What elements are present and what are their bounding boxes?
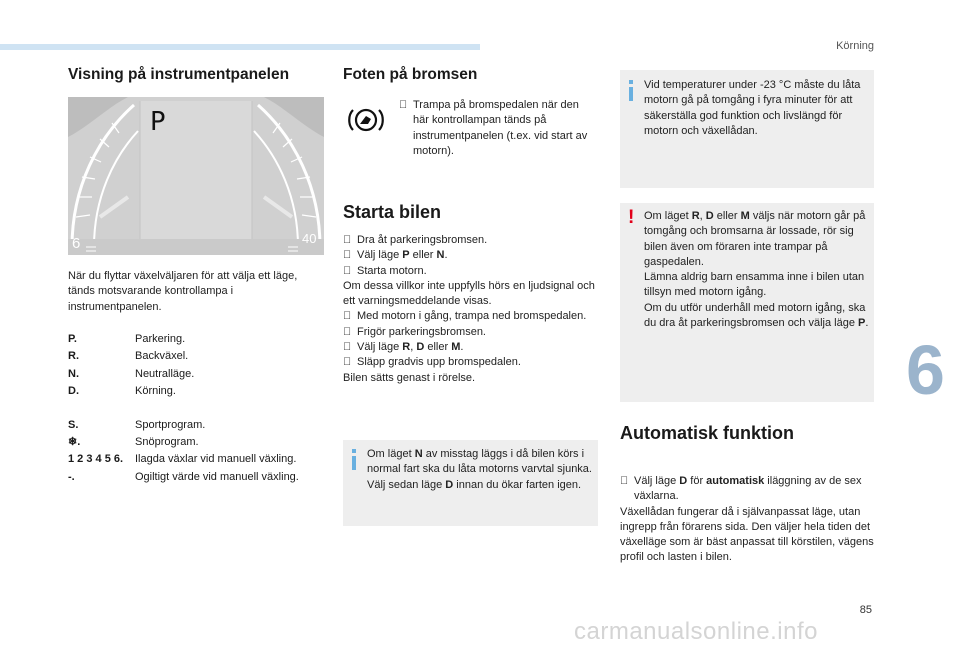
- gear-mode: N: [436, 249, 445, 262]
- warning-line: [644, 209, 870, 270]
- text-part: eller: [409, 249, 437, 262]
- foot-brake-text: Trampa på bromspedalen när den här kontrollampan tänds på instrumentpanelen (t.ex. vid start av motorn).: [413, 99, 588, 157]
- start-step: Med motorn i gång, trampa ned bromspedalen.: [357, 310, 587, 323]
- watermark: carmanualsonline.info: [574, 618, 818, 645]
- legend-value: Ilagda växlar vid manuell växling.: [135, 453, 297, 466]
- info-icon-bar: [629, 87, 633, 101]
- text-part: för: [687, 475, 707, 487]
- gear-mode: D: [705, 210, 714, 222]
- info-box-temperature: [620, 70, 874, 188]
- legend-key: D.: [68, 385, 79, 398]
- warning-text: [644, 209, 870, 331]
- text-part: .: [865, 317, 869, 330]
- legend-row: [68, 434, 324, 451]
- section-title-start-car: Starta bilen: [343, 202, 442, 222]
- section-title-display: Visning på instrumentpanelen: [68, 66, 290, 83]
- start-note: Om dessa villkor inte uppfylls hörs en ljudsignal och ett varningsmeddelande visas.: [343, 279, 595, 308]
- warning-line: Lämna aldrig barn ensamma inne i bilen utan tillsyn med motorn igång.: [644, 271, 865, 299]
- gear-mode: P: [402, 249, 410, 262]
- gear-mode: M: [740, 210, 750, 222]
- dashboard-illustration: [68, 97, 324, 255]
- gear-legend-primary: [68, 331, 324, 401]
- legend-key: P.: [68, 332, 77, 345]
- start-note: Bilen sätts genast i rörelse.: [343, 371, 476, 384]
- text-part: Välj läge: [357, 341, 403, 354]
- info-icon-bar: [352, 456, 356, 470]
- text-part: av misstag läggs i då bilen körs i normal fart ska du låta motorns varvtal sjunka. Välj sedan läge: [367, 448, 592, 491]
- page-number: 85: [859, 604, 872, 616]
- text-part: .: [444, 249, 448, 262]
- right-dial-number: 40: [302, 231, 317, 246]
- section-label: Körning: [836, 40, 874, 52]
- start-step: Släpp gradvis upp bromspedalen.: [357, 356, 521, 369]
- emphasis: automatisk: [706, 475, 765, 487]
- section-title-foot-brake: Foten på bromsen: [343, 66, 478, 83]
- chapter-number: 6: [906, 331, 945, 409]
- text-part: innan du ökar farten igen.: [453, 478, 582, 491]
- info-neutral-text: [367, 447, 593, 493]
- text-part: Välj läge: [357, 249, 403, 262]
- legend-row: [68, 451, 324, 468]
- legend-value: Snöprogram.: [135, 435, 199, 448]
- start-step: [343, 248, 599, 263]
- info-temperature-text: Vid temperaturer under -23 °C måste du låta motorn gå på tomgång i fyra minuter för att säkerställa god funktion och livslängd för motorn och växellådan.: [644, 79, 861, 137]
- legend-key: 1 2 3 4 5 6.: [68, 453, 124, 466]
- column-instrument-display: [68, 66, 324, 486]
- display-intro-text: När du flyttar växelväljaren för att välja ett läge, tänds motsvarande kontrollampa i instrumentpanelen.: [68, 270, 298, 313]
- start-step: Starta motorn.: [357, 264, 427, 277]
- text-part: Om du utför underhåll med motorn igång, ska du dra åt parkeringsbromsen och välja läge: [644, 301, 866, 330]
- legend-row: [68, 331, 324, 348]
- automatic-block: [620, 474, 874, 566]
- left-dial-number: 6: [72, 235, 81, 252]
- header-accent-bar: [0, 44, 480, 50]
- start-instructions: [343, 233, 599, 386]
- text-part: eller: [713, 210, 741, 222]
- info-box-neutral: [343, 440, 598, 526]
- text-part: väljs när motorn går på tomgång och bromsarna är lossade, rör sig bilen även om föraren inte trampar på gaspedalen.: [644, 210, 866, 268]
- automatic-step: [620, 474, 874, 505]
- warning-box: [620, 203, 874, 402]
- text-part: eller: [424, 341, 452, 354]
- text-part: .: [460, 341, 464, 354]
- text-part: Välj läge: [634, 475, 680, 487]
- legend-key: -.: [68, 470, 75, 483]
- dashboard-drawing: [68, 97, 324, 255]
- gear-mode: D: [679, 475, 688, 487]
- legend-value: Körning.: [135, 385, 176, 398]
- text-part: Om läget: [367, 448, 415, 460]
- column-start: [343, 66, 599, 491]
- info-icon: [352, 449, 356, 453]
- legend-row: [68, 469, 324, 486]
- legend-row: [68, 417, 324, 434]
- text-part: ,: [699, 210, 706, 222]
- automatic-text: Växellådan fungerar då i självanpassat läge, utan ingrepp från förarens sida. Den väljer hela tiden det växelläge som är bäst anpassat till körstilen, vägens profil och lasten i bilen.: [620, 505, 874, 564]
- start-step: [343, 340, 599, 355]
- legend-key: R.: [68, 350, 79, 363]
- start-step: Frigör parkeringsbromsen.: [357, 325, 486, 338]
- gear-mode: D: [416, 341, 425, 354]
- text-part: iläggning av de sex växlarna.: [634, 475, 862, 503]
- gear-mode: R: [402, 341, 411, 354]
- info-icon: [629, 80, 633, 84]
- legend-key: S.: [68, 418, 79, 431]
- gear-legend-secondary: [68, 417, 324, 487]
- legend-key: N.: [68, 367, 79, 380]
- warning-icon: !: [628, 207, 635, 228]
- text-part: ,: [410, 341, 417, 354]
- start-step: Dra åt parkeringsbromsen.: [357, 234, 488, 246]
- legend-row: [68, 348, 324, 365]
- gear-mode: P: [858, 317, 866, 330]
- legend-row: [68, 366, 324, 383]
- foot-on-brake-icon: [346, 106, 386, 134]
- gear-mode: D: [445, 478, 454, 491]
- legend-value: Parkering.: [135, 332, 186, 345]
- text-part: Om läget: [644, 210, 692, 222]
- gear-indicator-letter: P: [150, 107, 166, 137]
- gear-mode: M: [451, 341, 461, 354]
- warning-line: [644, 301, 870, 332]
- legend-value: Neutralläge.: [135, 367, 195, 380]
- legend-value: Backväxel.: [135, 350, 189, 363]
- gear-mode: R: [691, 210, 700, 222]
- legend-row: [68, 383, 324, 400]
- legend-key: ❄.: [68, 435, 81, 448]
- gear-mode: N: [414, 448, 423, 460]
- section-title-automatic: Automatisk funktion: [620, 423, 794, 443]
- foot-brake-block: [343, 96, 599, 172]
- legend-value: Sportprogram.: [135, 418, 206, 431]
- legend-value: Ogiltigt värde vid manuell växling.: [135, 470, 299, 483]
